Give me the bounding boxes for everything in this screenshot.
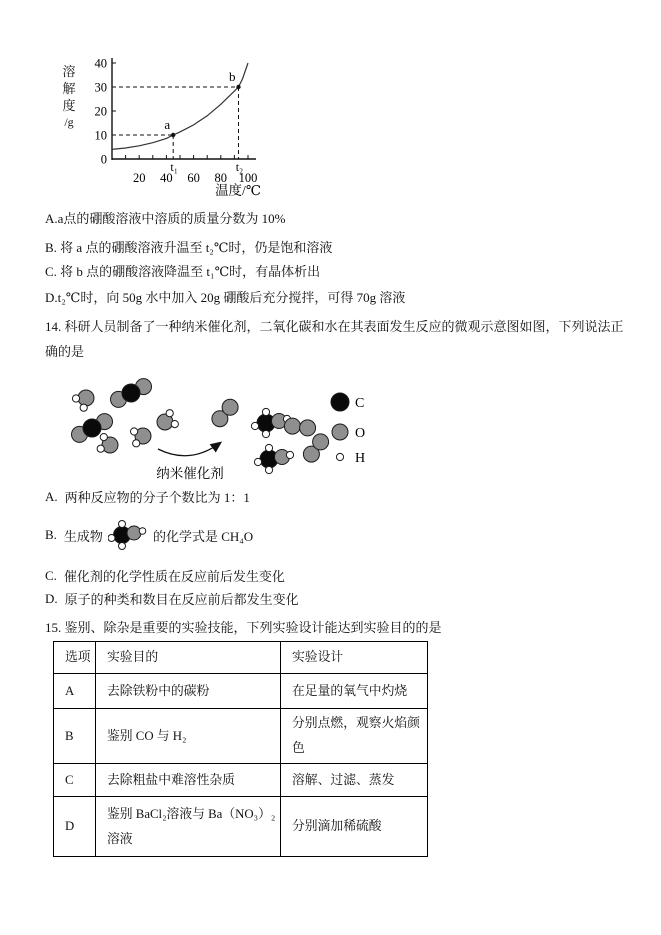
q15-stem: 15. 鉴别、除杂是重要的实验技能，下列实验设计能达到实验目的的是	[45, 620, 442, 635]
molecule-CH3OH	[254, 444, 293, 473]
q14-option-d	[45, 589, 299, 608]
molecule-O2	[284, 418, 315, 436]
atom-O	[284, 418, 300, 434]
x-tick-label: 60	[187, 171, 200, 185]
atom-H	[171, 421, 178, 428]
option-text: 催化剂的化学性质在反应前后发生变化	[63, 569, 285, 584]
solubility-chart	[60, 55, 278, 201]
atom-H	[100, 434, 107, 441]
methanol-molecule-icon	[108, 518, 148, 552]
x-tick-label: 20	[132, 171, 146, 185]
x-tick-label: 40	[160, 171, 173, 185]
table-header-cell: 选项	[54, 642, 96, 674]
molecule-O2	[303, 434, 328, 462]
x-axis-label: 温度/℃	[215, 183, 261, 198]
molecule-CO2	[111, 379, 152, 408]
table-cell: D	[54, 797, 96, 857]
table-row-B	[54, 709, 428, 764]
atom-O	[313, 434, 329, 450]
atom-legend	[331, 393, 365, 466]
atom-H	[262, 408, 269, 415]
reaction-arrow	[158, 443, 220, 456]
q14-option-c	[45, 566, 285, 585]
chart-y-axis-label	[60, 55, 78, 201]
table-cell: 分别滴加稀硫酸	[281, 797, 428, 857]
option-label: C.	[45, 567, 57, 583]
q14-option-b	[45, 518, 253, 552]
option-text: 两种反应物的分子个数比为 1：1	[64, 490, 250, 505]
legend-label-O: O	[355, 426, 366, 441]
table-cell: 去除粗盐中难溶性杂质	[96, 764, 281, 797]
option-label: B.	[45, 527, 57, 542]
option-text: 原子的种类和数目在反应前后都发生变化	[64, 592, 299, 607]
y-tick-label: 30	[94, 80, 107, 95]
q13-option-c: C. 将 b 点的硼酸溶液降温至 t₁℃时，有晶体析出	[45, 264, 321, 279]
reaction-micro-diagram	[52, 372, 382, 487]
q13-option-d: D.t₂℃时，向 50g 水中加入 20g 硼酸后充分搅拌，可得 70g 溶液	[45, 290, 406, 305]
atom-O	[78, 390, 94, 406]
point-label: a	[164, 117, 171, 132]
table-cell: A	[54, 674, 96, 709]
x-tick-label: 100	[238, 171, 258, 185]
y-axis-label-text: 溶解度	[62, 64, 76, 113]
table-header-row	[54, 642, 428, 674]
atom-O	[222, 399, 238, 415]
table-row-D	[54, 797, 428, 857]
atom-H	[265, 444, 272, 451]
y-axis-unit: /g	[64, 115, 74, 129]
table-cell: 溶解、过滤、蒸发	[281, 764, 428, 797]
arrow-label: 纳米催化剂	[156, 466, 224, 481]
data-point-a	[171, 133, 175, 137]
x-point-tick-label: t₁	[170, 160, 178, 174]
solubility-curve-plot	[78, 55, 278, 201]
y-tick-label: 40	[94, 56, 107, 71]
q13-option-b: B. 将 a 点的硼酸溶液升温至 t₂℃时，仍是饱和溶液	[45, 240, 333, 255]
y-tick-label: 10	[94, 128, 107, 143]
legend-label-C: C	[355, 396, 365, 411]
molecule-O2	[212, 399, 238, 426]
atom-H	[80, 404, 87, 411]
atom-H	[166, 410, 173, 417]
legend-swatch-O	[332, 424, 348, 440]
q14-option-a	[45, 487, 250, 506]
table-header-cell: 实验目的	[96, 642, 281, 674]
experiment-table	[53, 641, 428, 857]
atom-C	[122, 384, 140, 402]
table-cell: 鉴别 BaCl₂溶液与 Ba（NO₃）₂溶液	[96, 797, 281, 857]
q14-stem: 14. 科研人员制备了一种纳米催化剂，二氧化碳和水在其表面发生反应的微观示意图如图，下列说法正确的是	[45, 319, 624, 359]
option-text-post: 的化学式是 CH₄O	[152, 528, 254, 544]
table-row-A	[54, 674, 428, 709]
molecules-group	[72, 379, 329, 474]
atom-H	[265, 466, 272, 473]
atom-C	[83, 419, 101, 437]
atom-H	[254, 458, 261, 465]
atom-H	[133, 440, 140, 447]
x-tick-label: 80	[214, 171, 228, 185]
atom-H	[131, 428, 138, 435]
atom-H	[286, 451, 293, 458]
table-cell: 鉴别 CO 与 H₂	[96, 709, 281, 764]
table-header-cell: 实验设计	[281, 642, 428, 674]
q13-option-a: A.a点的硼酸溶液中溶质的质量分数为 10%	[45, 211, 286, 226]
legend-swatch-H	[336, 453, 343, 460]
table-cell: 分别点燃，观察火焰颜色	[281, 709, 428, 764]
molecule-H2O	[72, 390, 94, 411]
table-cell: C	[54, 764, 96, 797]
legend-swatch-C	[331, 393, 349, 411]
legend-label-H: H	[355, 451, 366, 466]
atom-O	[300, 420, 316, 436]
option-text-pre: 生成物	[63, 528, 103, 544]
point-label: b	[228, 69, 236, 84]
molecule-H2O	[97, 434, 118, 454]
table-cell: 去除铁粉中的碳粉	[96, 674, 281, 709]
atom-H	[97, 445, 104, 452]
option-label: A.	[45, 488, 58, 504]
atom-H	[262, 430, 269, 437]
option-label: D.	[45, 590, 58, 606]
molecule-H2O	[157, 410, 178, 430]
x-point-tick-label: t₂	[235, 160, 244, 174]
data-point-b	[236, 85, 240, 89]
y-tick-label: 20	[94, 104, 107, 119]
y-tick-label: 0	[100, 152, 107, 167]
table-cell: 在足量的氧气中灼烧	[281, 674, 428, 709]
table-cell: B	[54, 709, 96, 764]
molecule-H2O	[131, 428, 152, 447]
table-row-C	[54, 764, 428, 797]
atom-H	[251, 422, 258, 429]
solubility-curve	[112, 63, 248, 149]
atom-H	[72, 395, 79, 402]
